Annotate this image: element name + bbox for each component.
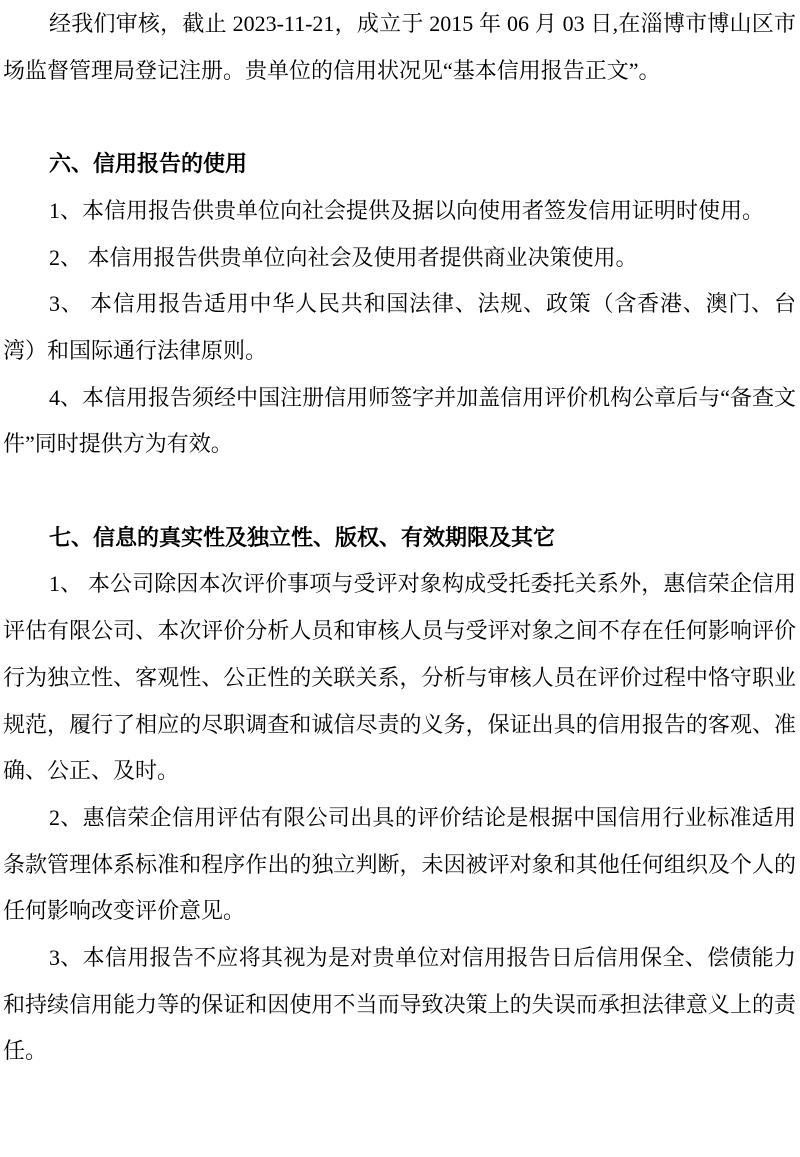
section-seven-item-1: 1、 本公司除因本次评价事项与受评对象构成受托委托关系外，惠信荣企信用评估有限公司、本次评价分析人员和审核人员与受评对象之间不存在任何影响评价行为独立性、客观性、公正性的关联关系，分析与审核人员在评价过程中恪守职业规范，履行了相应的尽职调查和诚信尽责的义务，保证出具的信用报告的客观、准确、公正、及时。	[3, 571, 796, 784]
section-six-heading: 六、信用报告的使用	[49, 151, 248, 177]
section-six-item-4: 4、本信用报告须经中国注册信用师签字并加盖信用评价机构公章后与“备查文件”同时提供方为有效。	[3, 384, 796, 457]
section-six-item-2: 2、 本信用报告供贵单位向社会及使用者提供商业决策使用。	[49, 244, 638, 270]
section-six-item-1: 1、本信用报告供贵单位向社会提供及据以向使用者签发信用证明时使用。	[49, 197, 765, 223]
blank-line	[3, 94, 796, 141]
section-seven-heading: 七、信息的真实性及独立性、版权、有效期限及其它	[49, 524, 556, 550]
blank-line	[3, 468, 796, 515]
section-six-item-3: 3、 本信用报告适用中华人民共和国法律、法规、政策（含香港、澳门、台湾）和国际通行法律原则。	[3, 291, 796, 363]
intro-paragraph: 经我们审核，截止 2023-11-21，成立于 2015 年 06 月 03 日,在淄博市博山区市场监督管理局登记注册。贵单位的信用状况见“基本信用报告正文”。	[3, 11, 796, 83]
section-seven-item-3: 3、本信用报告不应将其视为是对贵单位对信用报告日后信用保全、偿债能力和持续信用能力等的保证和因使用不当而导致决策上的失误而承担法律意义上的责任。	[3, 945, 796, 1064]
section-seven-item-2: 2、惠信荣企信用评估有限公司出具的评价结论是根据中国信用行业标准适用条款管理体系标准和程序作出的独立判断，未因被评对象和其他任何组织及个人的任何影响改变评价意见。	[3, 804, 796, 924]
